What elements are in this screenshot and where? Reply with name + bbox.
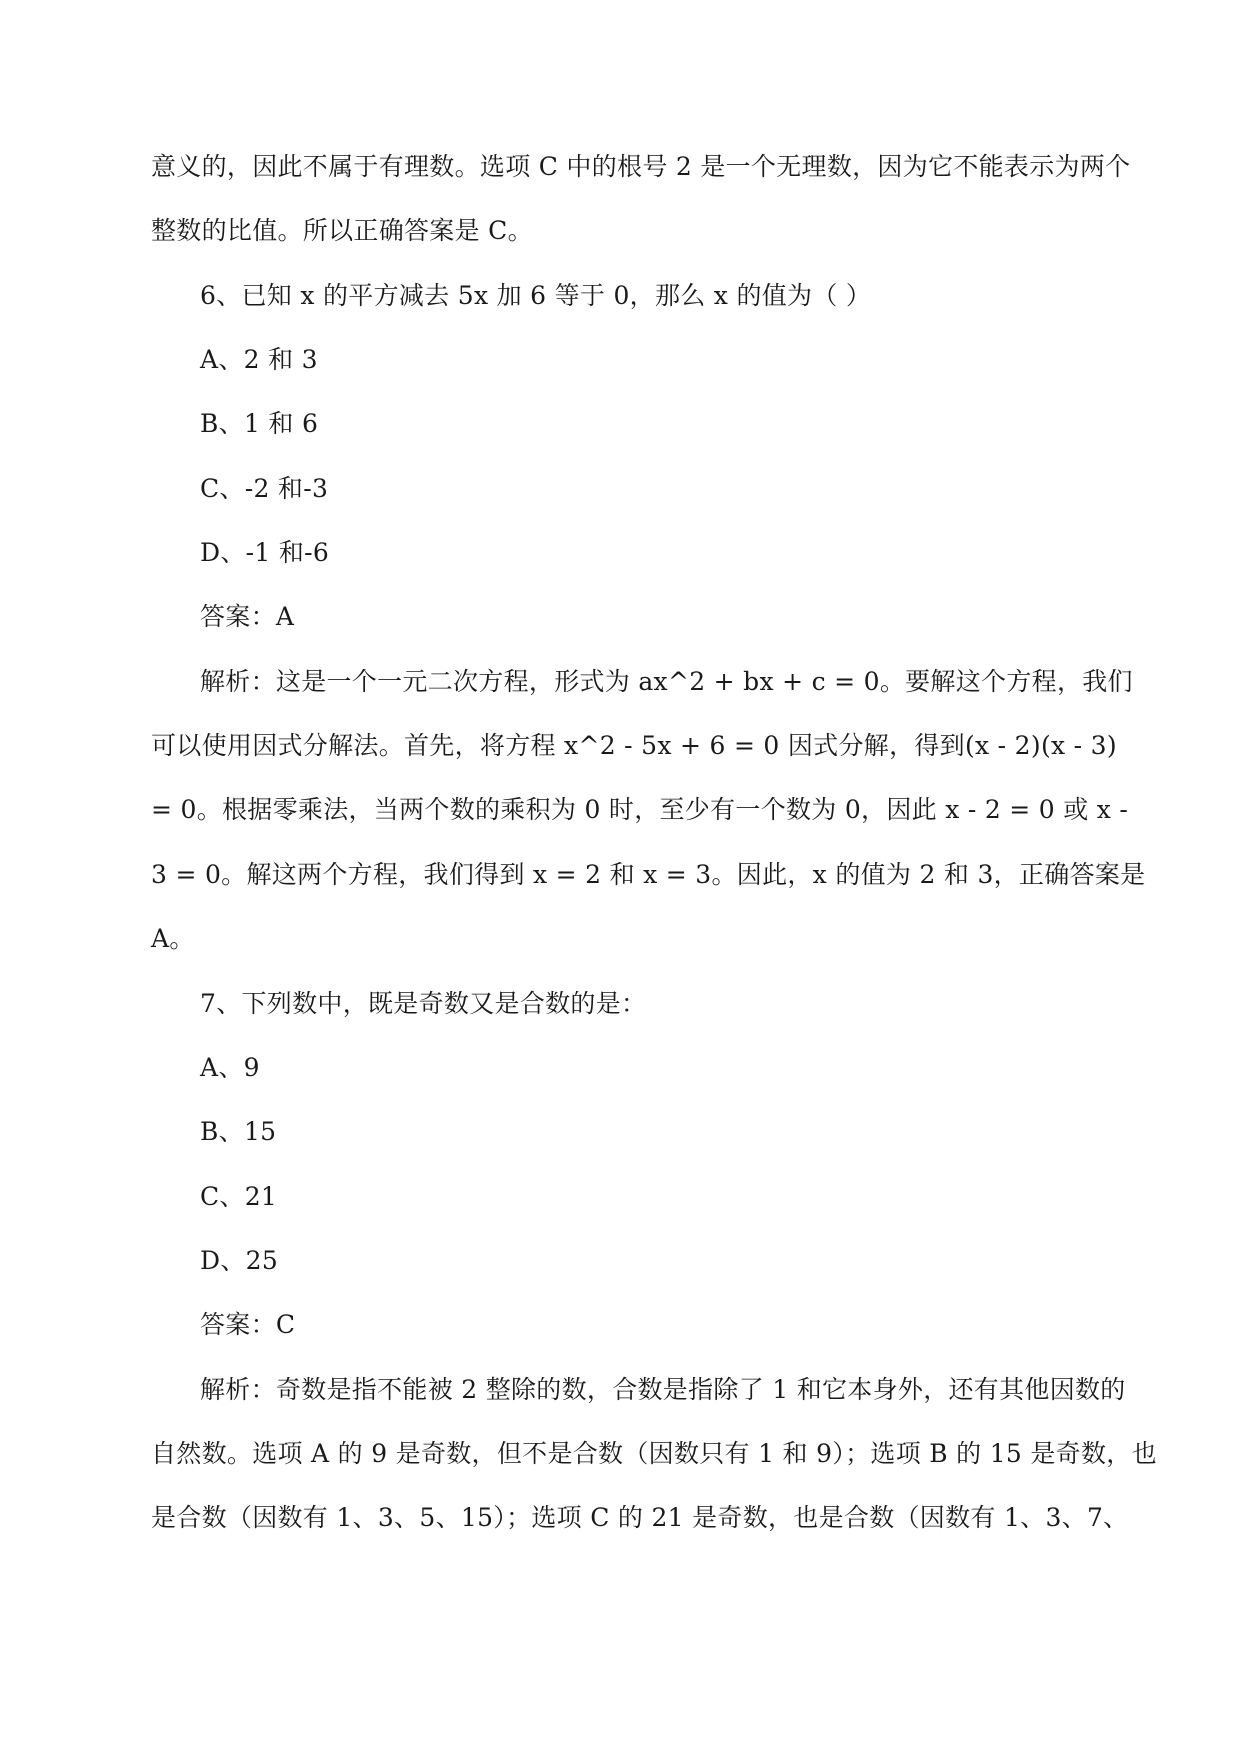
question-7-option-a: A、9 [200,1053,260,1082]
question-7-stem: 7、下列数中，既是奇数又是合数的是： [200,989,647,1018]
question-6-option-c: C、-2 和-3 [200,474,329,503]
question-6-answer: 答案：A [200,602,295,631]
question-6-option-a: A、2 和 3 [200,345,318,374]
question-7-answer: 答案：C [200,1310,296,1339]
text-line: 自然数。选项 A 的 9 是奇数，但不是合数（因数只有 1 和 9）；选项 B 的 15 是奇数，也 [151,1439,1157,1468]
text-line: A。 [151,924,195,953]
text-line: 意义的，因此不属于有理数。选项 C 中的根号 2 是一个无理数，因为它不能表示为两个 [151,152,1131,181]
text-line: 是合数（因数有 1、3、5、15）；选项 C 的 21 是奇数，也是合数（因数有 1、3、7、 [151,1503,1129,1532]
question-7-explanation: 解析：奇数是指不能被 2 整除的数，合数是指除了 1 和它本身外，还有其他因数的 [200,1375,1126,1404]
question-6-option-b: B、1 和 6 [200,409,319,438]
question-6-stem: 6、已知 x 的平方减去 5x 加 6 等于 0，那么 x 的值为（ ） [200,281,872,310]
question-6-option-d: D、-1 和-6 [200,538,330,567]
text-line: 整数的比值。所以正确答案是 C。 [151,216,533,245]
text-line: 3 = 0。解这两个方程，我们得到 x = 2 和 x = 3。因此，x 的值为 2 和 3，正确答案是 [151,860,1146,889]
question-7-option-c: C、21 [200,1182,278,1211]
text-line: 可以使用因式分解法。首先，将方程 x^2 - 5x + 6 = 0 因式分解，得到(x - 2)(x - 3) [151,731,1117,760]
text-line: = 0。根据零乘法，当两个数的乘积为 0 时，至少有一个数为 0，因此 x - 2 = 0 或 x - [151,795,1129,824]
question-7-option-b: B、15 [200,1117,277,1146]
question-6-explanation: 解析：这是一个一元二次方程，形式为 ax^2 + bx + c = 0。要解这个方程，我们 [200,667,1133,696]
question-7-option-d: D、25 [200,1246,279,1275]
